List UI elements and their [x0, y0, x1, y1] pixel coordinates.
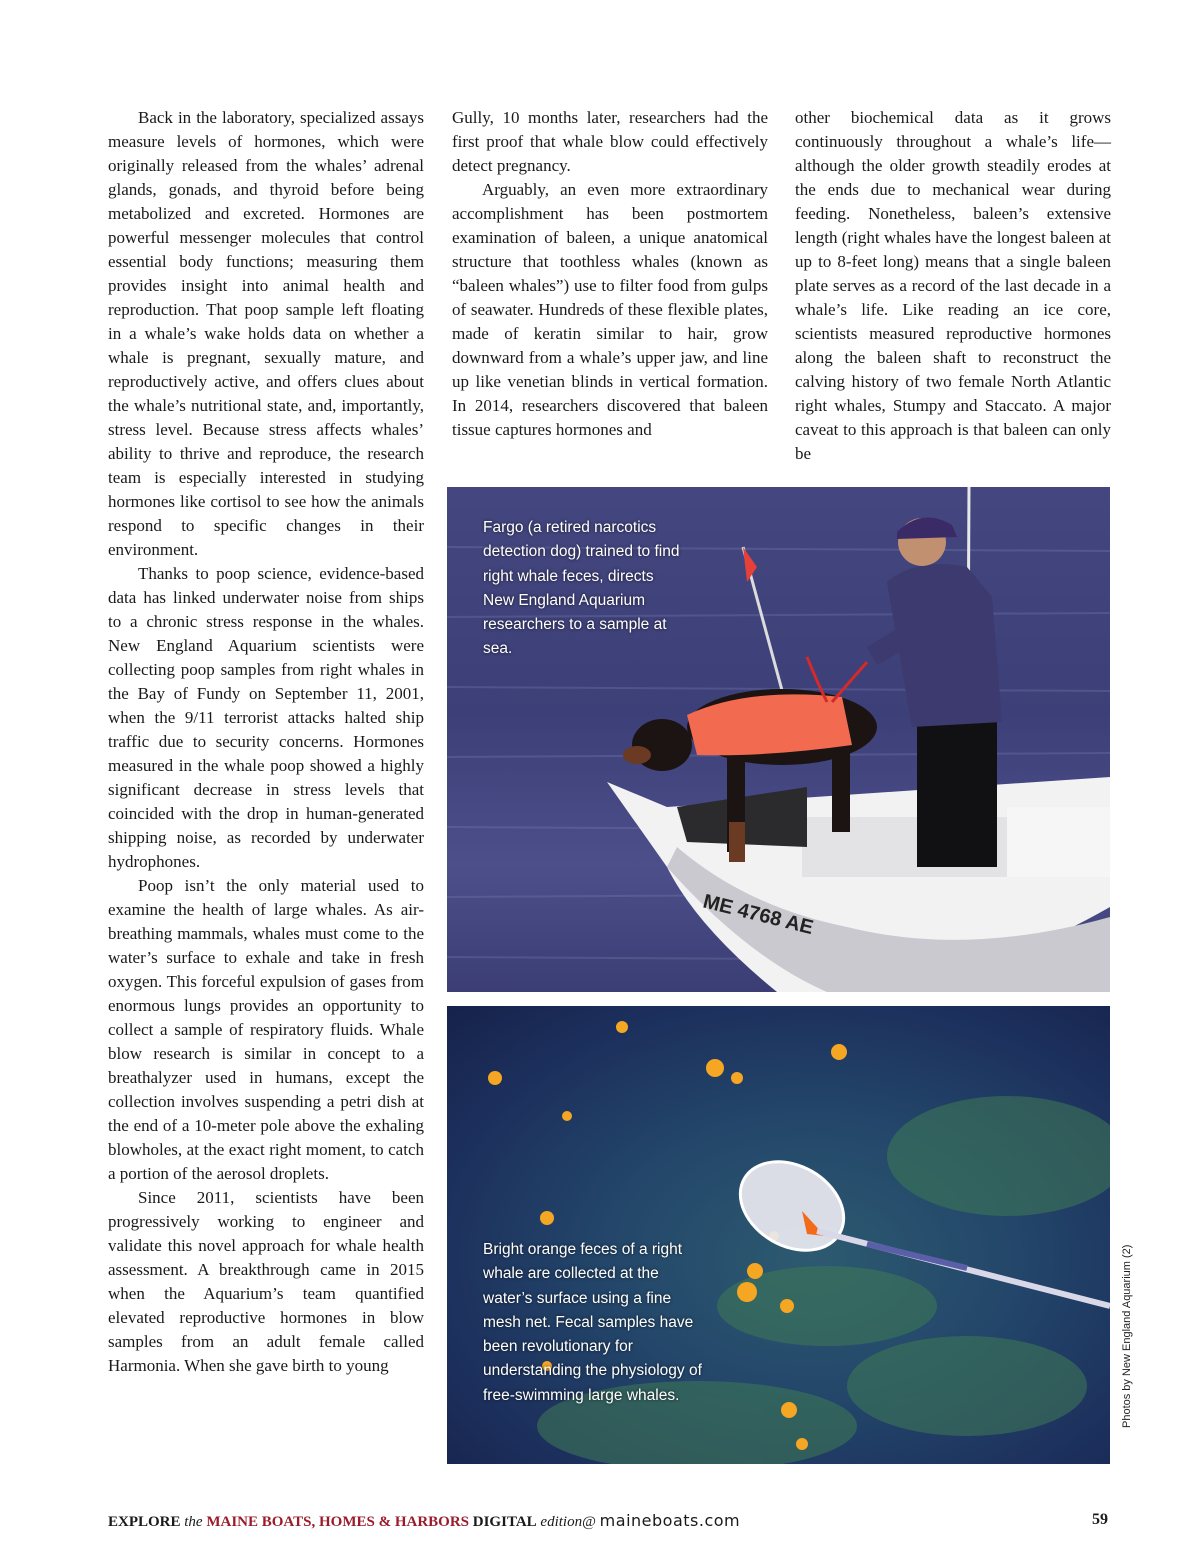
footer-magazine-name: MAINE BOATS, HOMES & HARBORS: [206, 1514, 470, 1530]
article-column-2: [452, 106, 768, 442]
footer-url-link[interactable]: maineboats.com: [599, 1511, 741, 1530]
page-footer: [108, 1511, 740, 1531]
photo-net-in-water: [447, 1006, 1110, 1464]
paragraph: Poop isn’t the only material used to examine the health of large whales. As air-breathing mammals, whales must come to the water’s surface to exhale and take in fresh oxygen. This forceful expulsion of gases from enormous lungs provides an opportunity to collect a sample of respiratory fluids. Whale blow research is similar in concept to a breathalyzer used in humans, except the collection involves suspending a petri dish at the end of a 10-meter pole above the exhaling blowholes, at the exact right moment, to catch a portion of the aerosol droplets.: [108, 876, 424, 1183]
paragraph: Since 2011, scientists have been progressively working to engineer and validate this novel approach for whale health assessment. A breakthrough came in 2015 when the Aquarium’s team quantified elevated reproductive hormones in blow samples from an adult female called Harmonia. When she gave birth to young: [108, 1188, 424, 1375]
photo-caption: Bright orange feces of a right whale are collected at the water’s surface using a fine mesh net. Fecal samples have been revolutionary for understanding the physiology of free-swimming large whales.: [483, 1241, 702, 1404]
boat-registration: ME 4768 AE: [700, 890, 816, 940]
photo-dog-on-boat: [447, 487, 1110, 992]
photo-caption: Fargo (a retired narcotics detection dog) trained to find right whale feces, directs New England Aquarium researchers to a sample at sea.: [483, 519, 680, 658]
footer-at: @: [582, 1514, 596, 1530]
paragraph: Gully, 10 months later, researchers had the first proof that whale blow could effectively detect pregnancy.: [452, 108, 768, 175]
footer-the: the: [184, 1514, 203, 1530]
page-number: 59: [1092, 1511, 1108, 1528]
paragraph: Back in the laboratory, specialized assays measure levels of hormones, which were originally released from the whales’ adrenal glands, gonads, and thyroid before being metabolized and excreted. Hormones are powerful messenger molecules that control essential body functions; measuring them provides insight into animal health and reproduction. That poop sample left floating in a whale’s wake holds data on whether a whale is pregnant, sexually mature, and reproductively active, and offers clues about the whale’s nutritional state, and, importantly, stress level. Because stress affects whales’ ability to thrive and reproduce, the research team is especially interested in studying hormones like cortisol to see how the animals respond to specific changes in their environment.: [108, 108, 424, 559]
footer-edition: edition: [540, 1514, 583, 1530]
article-column-1: [108, 106, 424, 1378]
article-column-3: [795, 106, 1111, 466]
photo-credit: Photos by New England Aquarium (2): [1121, 1244, 1133, 1428]
footer-explore: EXPLORE: [108, 1514, 181, 1530]
paragraph: Arguably, an even more extraordinary accomplishment has been postmortem examination of baleen, a unique anatomical structure that toothless whales (known as “baleen whales”) use to filter food from gulps of seawater. Hundreds of these flexible plates, made of keratin similar to hair, grow downward from a whale’s upper jaw, and line up like venetian blinds in vertical formation. In 2014, researchers discovered that baleen tissue captures hormones and: [452, 180, 768, 439]
footer-digital: DIGITAL: [472, 1514, 537, 1530]
paragraph: Thanks to poop science, evidence-based data has linked underwater noise from ships to a chronic stress response in the whales. New England Aquarium scientists were collecting poop samples from right whales in the Bay of Fundy on September 11, 2001, when the 9/11 terrorist attacks halted ship traffic due to security concerns. Hormones measured in the whale poop showed a highly significant decrease in stress levels that coincided with the drop in human-generated shipping noise, as recorded by underwater hydrophones.: [108, 564, 424, 871]
paragraph: other biochemical data as it grows continuously throughout a whale’s life—although the older growth steadily erodes at the ends due to mechanical wear during feeding. Nonetheless, baleen’s extensive length (right whales have the longest baleen at up to 8-feet long) means that a single baleen plate serves as a record of the last decade in a whale’s life. Like reading an ice core, scientists measured reproductive hormones along the baleen shaft to reconstruct the calving history of two female North Atlantic right whales, Stumpy and Staccato. A major caveat to this approach is that baleen can only be: [795, 108, 1111, 463]
